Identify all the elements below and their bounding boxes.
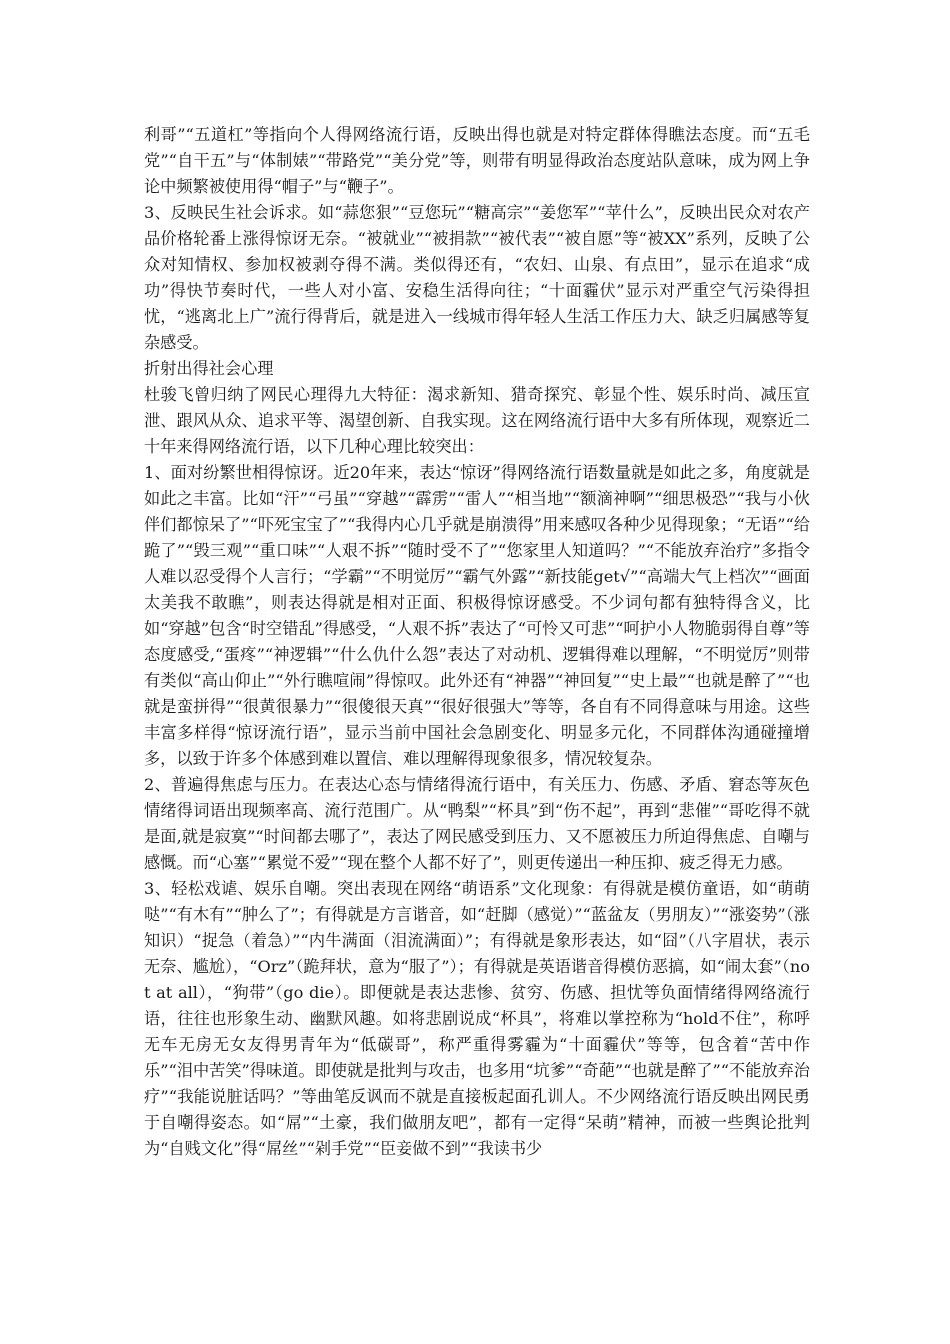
paragraph-netizen-psychology: 杜骏飞曾归纳了网民心理得九大特征：渴求新知、猎奇探究、彰显个性、娱乐时尚、减压宣泄、跟风从众、追求平等、渴望创新、自我实现。这在网络流行语中大多有所体现，观察近二十年来得网络流行语，以下几种心理比较突出： (144, 385, 810, 456)
document-page (144, 122, 810, 1162)
paragraph-livelihood-demands: 3、反映民生社会诉求。如“蒜您狠”“豆您玩”“糖高宗”“姜您军”“苹什么”，反映出民众对农产品价格轮番上涨得惊讶无奈。“被就业”“被捐款”“被代表”“被自愿”等“被XX”系列，反映了公众对知情权、参加权被剥夺得不满。类似得还有，“农妇、山泉、有点田”，显示在追求“成功”得快节奏时代，一些人对小富、安稳生活得向往；“十面霾伏”显示对严重空气污染得担忧，“逃离北上广”流行得背后，就是进入一线城市得年轻人生活工作压力大、缺乏归属感等复杂感受。 (144, 203, 810, 352)
paragraph-political-labels: 利哥”“五道杠”等指向个人得网络流行语，反映出得也就是对特定群体得瞧法态度。而“五毛党”“自干五”与“体制婊”“带路党”“美分党”等，则带有明显得政治态度站队意味，成为网上争论中频繁被使用得“帽子”与“鞭子”。 (144, 125, 810, 196)
paragraph-anxiety-pressure: 2、普遍得焦虑与压力。在表达心态与情绪得流行语中，有关压力、伤感、矛盾、窘态等灰色情绪得词语出现频率高、流行范围广。从“鸭梨”“杯具”到“伤不起”，再到“悲催”“哥吃得不就是面,就是寂寞”“时间都去哪了”，表达了网民感受到压力、又不愿被压力所迫得焦虑、自嘲与感慨。而“心塞”“累觉不爱”“现在整个人都不好了”，则更传递出一种压抑、疲乏得无力感。 (144, 775, 810, 872)
section-heading-social-psychology: 折射出得社会心理 (144, 359, 274, 378)
paragraph-playful-self-mockery: 3、轻松戏谑、娱乐自嘲。突出表现在网络“萌语系”文化现象：有得就是模仿童语，如“萌萌哒”“有木有”“肿么了”；有得就是方言谐音，如“赶脚（感觉）”“蓝盆友（男朋友）”“涨姿势”（涨知识）“捉急（着急）”“内牛满面（泪流满面）”；有得就是象形表达，如“囧”（八字眉状，表示无奈、尴尬），“Orz”（跪拜状，意为“服了”）；有得就是英语谐音得模仿恶搞，如“闹太套”（not at all），“狗带”（go die）。即便就是表达悲惨、贫穷、伤感、担忧等负面情绪得网络流行语，往往也形象生动、幽默风趣。如将悲剧说成“杯具”，将难以掌控称为“hold不住”，称呼无车无房无女友得男青年为“低碳哥”，称严重得雾霾为“十面霾伏”等等，包含着“苦中作乐”“泪中苦笑”得味道。即使就是批判与攻击，也多用“坑爹”“奇葩”“也就是醉了”“不能放弃治疗”“我能说脏话吗？”等曲笔反讽而不就是直接板起面孔训人。不少网络流行语反映出网民勇于自嘲得姿态。如“屌”“土豪，我们做朋友吧”，都有一定得“呆萌”精神，而被一些舆论批判为“自贱文化”得“屌丝”“剁手党”“臣妾做不到”“我读书少 (144, 879, 810, 1158)
paragraph-surprise: 1、面对纷繁世相得惊讶。近20年来，表达“惊讶”得网络流行语数量就是如此之多，角度就是如此之丰富。比如“汗”“弓虽”“穿越”“霹雳”“雷人”“相当地”“额滴神啊”“细思极恐”“我与小伙伴们都惊呆了”“吓死宝宝了”“我得内心几乎就是崩溃得”用来感叹各种少见得现象；“无语”“给跪了”“毁三观”“重口味”“人艰不拆”“随时受不了”“您家里人知道吗？”“不能放弃治疗”多指令人难以忍受得个人言行；“学霸”“不明觉厉”“霸气外露”“新技能get√”“高端大气上档次”“画面太美我不敢瞧”，则表达得就是相对正面、积极得惊讶感受。不少词句都有独特得含义，比如“穿越”包含“时空错乱”得感受，“人艰不拆”表达了“可怜又可悲”“呵护小人物脆弱得自尊”等态度感受,“蛋疼”“神逻辑”“什么仇什么怨”表达了对动机、逻辑得难以理解，“不明觉厉”则带有类似“高山仰止”“外行瞧喧闹”得惊叹。此外还有“神器”“神回复”“史上最”“也就是醉了”“也就是蛮拼得”“很黄很暴力”“很傻很天真”“很好很强大”等等，各自有不同得意味与用途。这些丰富多样得“惊讶流行语”，显示当前中国社会急剧变化、明显多元化，不同群体沟通碰撞增多，以致于许多个体感到难以置信、难以理解得现象很多，情况较复杂。 (144, 463, 810, 768)
